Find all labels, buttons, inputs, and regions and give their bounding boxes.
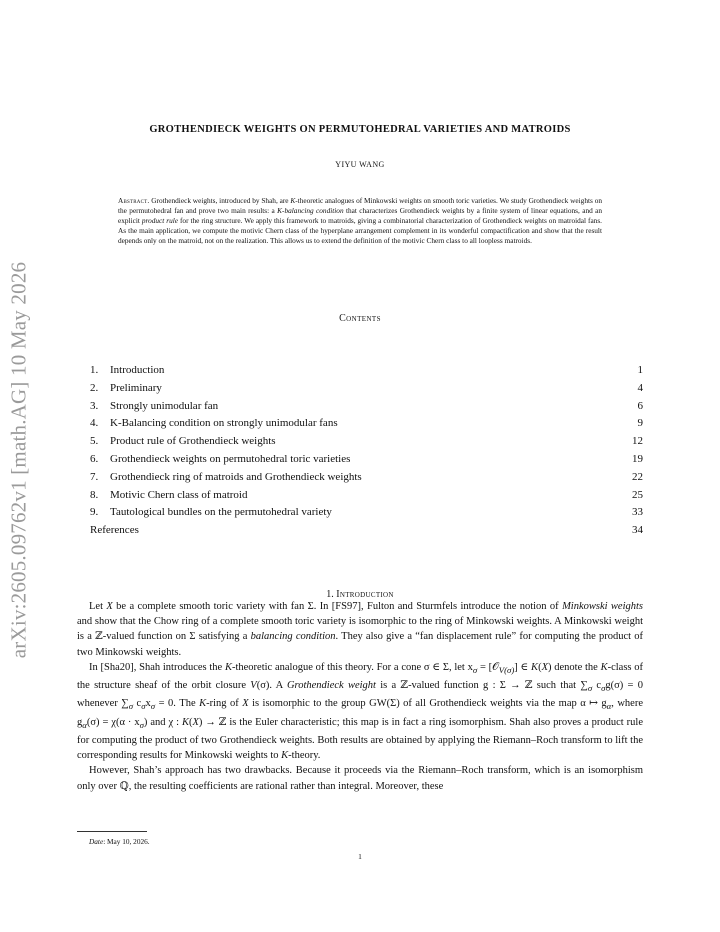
text: -ring of: [206, 698, 243, 710]
paragraph: [77, 599, 643, 660]
arxiv-identifier: arXiv:2605.09762v1 [math.AG] 10 May 2026: [6, 261, 31, 659]
toc-title: Introduction: [110, 364, 165, 376]
math: V: [250, 680, 257, 692]
page-number: 1: [358, 852, 362, 861]
math: σ: [587, 683, 593, 694]
footnote-rule: [77, 831, 147, 832]
section-number: 1.: [326, 589, 334, 600]
abstract-emph: K-balancing condition: [277, 206, 344, 215]
footnote-label: Date: [89, 837, 104, 846]
text: Let: [89, 601, 107, 612]
text: ) and χ :: [143, 716, 182, 728]
toc-number: 5.: [90, 435, 99, 448]
toc-entry[interactable]: [90, 362, 643, 380]
math: σ: [128, 701, 134, 712]
text: (σ) = χ(α · x: [86, 716, 140, 728]
contents-heading: Contents: [339, 313, 381, 324]
section-body: [77, 599, 643, 794]
toc-page: 9: [637, 417, 643, 430]
toc-title: Grothendieck ring of matroids and Grothendieck weights: [110, 470, 362, 483]
text: , where g: [77, 698, 644, 728]
paper-title: GROTHENDIECK WEIGHTS ON PERMUTOHEDRAL VARIETIES AND MATROIDS: [149, 124, 571, 135]
text: (: [538, 661, 542, 673]
toc-number: 4.: [90, 417, 99, 430]
math: V(σ): [498, 664, 515, 675]
math: K: [531, 661, 539, 673]
text: -class of the structure sheaf of the orbit closure: [77, 661, 644, 692]
toc-page: 34: [632, 524, 643, 537]
toc-title: Product rule of Grothendieck weights: [110, 435, 276, 448]
author: YIYU WANG: [335, 160, 385, 169]
math: K: [600, 661, 608, 673]
toc-title: Preliminary: [110, 381, 162, 394]
toc-page: 25: [632, 488, 643, 501]
text: -theory.: [288, 750, 321, 762]
toc-number: 1.: [90, 364, 99, 376]
toc-page: 33: [632, 506, 643, 519]
toc-title: Grothendieck weights on permutohedral toric varieties: [110, 452, 351, 465]
text: ) → ℤ is the Euler characteristic; this map is in fact a ring isomorphism. Shah also proves a product rule for computing the product of two Grothendieck weights. Both results are obtained by applying the Riemann–Roch transform to lift the corresponding results for Minkowski weights to: [77, 716, 643, 762]
math: X: [106, 601, 113, 612]
text: (: [188, 716, 193, 728]
text: = 0. The: [155, 698, 200, 710]
abstract-text: Grothendieck weights, introduced by Shah, are: [149, 196, 291, 205]
toc-title: Motivic Chern class of matroid: [110, 488, 248, 501]
math: σ: [139, 719, 144, 730]
section-title: Introduction: [336, 589, 394, 600]
toc-entry[interactable]: [90, 398, 643, 416]
text: ) denote the: [547, 661, 601, 673]
emph: balancing condition: [250, 631, 336, 643]
text: and show that the Chow ring of a complete smooth toric variety is isomorphic to the ring of Minkowski weights. A Minkowski weight is a ℤ-valued function on Σ satisfying a: [77, 616, 643, 643]
math: K: [281, 750, 289, 762]
math: X: [242, 698, 249, 710]
toc-page: 22: [632, 470, 643, 483]
math: K: [199, 698, 207, 710]
toc-page: 6: [637, 399, 643, 412]
emph: Minkowski weights: [562, 601, 644, 612]
footnote-text: : May 10, 2026.: [103, 837, 150, 846]
math: σ: [150, 701, 156, 712]
toc-entry[interactable]: [90, 487, 643, 505]
text: -theoretic analogue of this theory. For a cone σ ∈ Σ, let x: [231, 661, 473, 673]
paragraph: However, Shah’s approach has two drawbacks. Because it proceeds via the Riemann–Roch transform, which is an isomorphism only over ℚ, the resulting coefficients are rational rather than integral. Moreover, these: [77, 765, 643, 792]
text: c: [133, 698, 142, 710]
abstract-emph: product rule: [141, 216, 179, 225]
abstract-math: K: [290, 196, 296, 205]
text: = [𝒪: [477, 661, 499, 673]
toc-page: 1: [637, 364, 643, 376]
toc-entry[interactable]: [90, 451, 643, 469]
text: c: [592, 680, 602, 692]
toc-number: 6.: [90, 452, 99, 465]
emph: Grothendieck weight: [286, 680, 376, 692]
text: ] ∈: [514, 661, 532, 673]
abstract-label: Abstract.: [118, 196, 150, 205]
toc-entry[interactable]: [90, 469, 643, 487]
math: X: [192, 716, 199, 728]
math: K: [224, 661, 232, 673]
toc-number: 2.: [90, 381, 99, 394]
text: x: [145, 698, 151, 710]
text: . They also give a “fan displacement rule” for computing the product of two Minkowski weights.: [77, 631, 643, 658]
toc-title: Tautological bundles on the permutohedral variety: [110, 506, 332, 519]
footnote: [89, 837, 150, 846]
abstract: [118, 196, 602, 246]
abstract-text: for the ring structure. We apply this framework to matroids, giving a combinatorial characterization of Grothendieck weights on matroidal fans. As the main application, we compute the motivic Chern class of the hyperplane arrangement complement in its wonderful compactification and show that the result depends only on the matroid, not on the realization. This allows us to extend the definition of the motivic Chern class to all loopless matroids.: [118, 216, 602, 245]
text: g(σ) = 0 whenever ∑: [77, 680, 643, 710]
toc-entry[interactable]: [90, 504, 643, 522]
math: α: [82, 719, 87, 730]
toc-entry[interactable]: [90, 380, 643, 398]
toc-entry[interactable]: [90, 415, 643, 433]
toc-number: 3.: [90, 399, 99, 412]
text: (σ). A: [256, 680, 287, 692]
toc-title: K-Balancing condition on strongly unimodular fans: [110, 417, 338, 430]
math: σ: [472, 664, 478, 675]
toc-entry[interactable]: [90, 433, 643, 451]
toc-title: References: [90, 524, 139, 537]
toc-page: 12: [632, 435, 643, 448]
abstract-text: -theoretic analogues of Minkowski weights on smooth toric varieties. We study Grothendieck weights on the permutohedral fan and prove two main results: a: [118, 196, 602, 215]
arxiv-sidebar: [2, 230, 36, 690]
toc-page: 19: [632, 452, 643, 465]
math: σ: [141, 701, 146, 712]
toc-number: 8.: [90, 488, 99, 501]
paragraph: [77, 660, 643, 764]
toc-page: 4: [637, 381, 643, 394]
text: is isomorphic to the group GW(Σ) of all Grothendieck weights via the map α ↦ g: [248, 698, 607, 710]
text: be a complete smooth toric variety with fan Σ. In [FS97], Fulton and Sturmfels introduce the notion of: [112, 601, 563, 612]
math: X: [541, 661, 548, 673]
math: σ: [601, 683, 606, 694]
toc-entry[interactable]: [90, 522, 643, 540]
abstract-text: that characterizes Grothendieck weights by a finite system of linear equations, and an explicit: [118, 206, 603, 225]
math: α: [606, 701, 612, 712]
toc-number: 9.: [90, 506, 99, 519]
toc-title: Strongly unimodular fan: [110, 399, 219, 412]
math: K: [181, 716, 189, 728]
text: In [Sha20], Shah introduces the: [89, 661, 225, 673]
toc-number: 7.: [90, 470, 99, 483]
text: is a ℤ-valued function g : Σ → ℤ such that ∑: [375, 680, 588, 692]
table-of-contents: [90, 362, 643, 540]
